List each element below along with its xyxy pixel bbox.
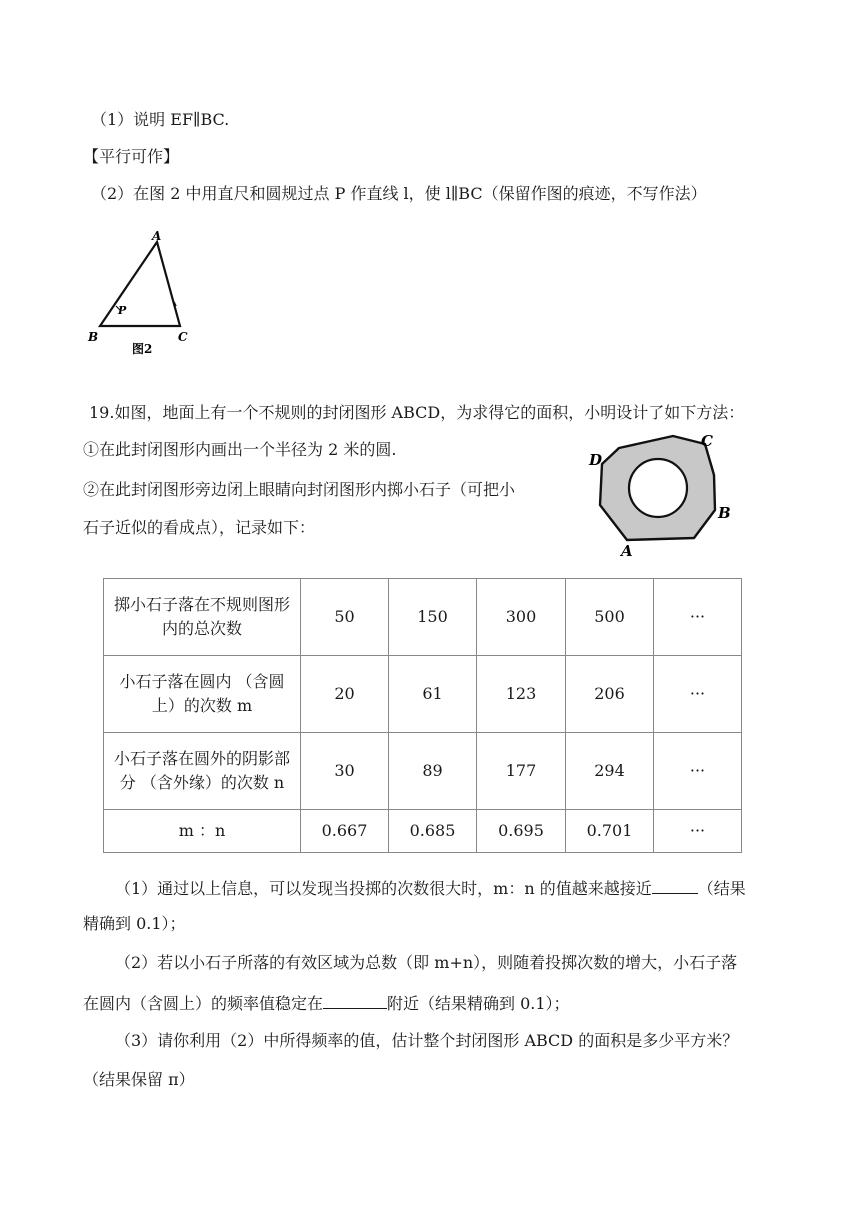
q19-label-b: B — [718, 504, 731, 522]
figure-2-triangle — [80, 226, 200, 356]
q19-sub1-line2: 精确到 0.1）； — [83, 914, 186, 933]
table-cell: 177 — [477, 733, 566, 810]
table-cell: 61 — [389, 656, 477, 733]
table-cell: 0.695 — [477, 810, 566, 853]
table-cell: 0.701 — [566, 810, 654, 853]
q19-label-c: C — [701, 432, 713, 450]
table-row — [104, 733, 742, 810]
table-cell: 206 — [566, 656, 654, 733]
row-header: 小石子落在圆外的阴影部 分 （含外缘）的次数 n — [104, 733, 301, 810]
table-cell: 123 — [477, 656, 566, 733]
table-cell: 300 — [477, 579, 566, 656]
row-header: 掷小石子落在不规则图形 内的总次数 — [104, 579, 301, 656]
q19-step1: ①在此封闭图形内画出一个半径为 2 米的圆. — [83, 440, 397, 459]
q19-step2-line1: ②在此封闭图形旁边闭上眼睛向封闭图形内掷小石子（可把小 — [83, 480, 516, 499]
fig2-label-b: B — [88, 330, 99, 344]
table-cell: 150 — [389, 579, 477, 656]
table-cell: 30 — [301, 733, 389, 810]
fig2-label-a: A — [152, 229, 162, 243]
q19-label-a: A — [621, 542, 633, 560]
row-header: 小石子落在圆内 （含圆 上）的次数 m — [104, 656, 301, 733]
fig2-caption: 图2 — [132, 342, 153, 356]
fig2-label-c: C — [178, 330, 188, 344]
answer-blank-1[interactable] — [652, 877, 698, 894]
table-cell: ··· — [654, 733, 742, 810]
q19-step2-line2: 石子近似的看成点），记录如下： — [83, 518, 316, 537]
q18-part1: （1）说明 EF∥BC. — [91, 110, 230, 129]
table-cell: ··· — [654, 810, 742, 853]
q19-sub2-line2: 在圆内（含圆上）的频率值稳定在 附近（结果精确到 0.1）； — [83, 994, 570, 1013]
table-cell: 89 — [389, 733, 477, 810]
table-row — [104, 810, 742, 853]
answer-blank-2[interactable] — [323, 992, 387, 1009]
table-cell: ··· — [654, 656, 742, 733]
table-cell: 500 — [566, 579, 654, 656]
table-cell: 0.667 — [301, 810, 389, 853]
table-cell: 0.685 — [389, 810, 477, 853]
q19-sub1-line1: （1）通过以上信息，可以发现当投掷的次数很大时，m：n 的值越来越接近 （结果 — [115, 879, 746, 898]
fig2-label-p: P — [118, 304, 127, 317]
q19-record-table — [103, 578, 742, 853]
table-row — [104, 579, 742, 656]
q19-sub3-line1: （3）请你利用（2）中所得频率的值，估计整个封闭图形 ABCD 的面积是多少平方米？ — [115, 1031, 739, 1050]
table-row — [104, 656, 742, 733]
table-cell: 20 — [301, 656, 389, 733]
table-cell: 294 — [566, 733, 654, 810]
q19-intro: 19.如图，地面上有一个不规则的封闭图形 ABCD，为求得它的面积，小明设计了如下方法： — [89, 403, 745, 422]
q19-sub2-line1: （2）若以小石子所落的有效区域为总数（即 m+n），则随着投掷次数的增大，小石子落 — [115, 953, 738, 972]
q19-label-d: D — [589, 451, 603, 469]
q19-figure-abcd — [585, 430, 745, 560]
row-header: m ：n — [104, 810, 301, 853]
q18-section-title: 【平行可作】 — [83, 147, 180, 166]
table-cell: 50 — [301, 579, 389, 656]
q19-sub3-line2: （结果保留 π） — [83, 1070, 195, 1089]
table-cell: ··· — [654, 579, 742, 656]
q18-part2: （2）在图 2 中用直尺和圆规过点 P 作直线 l，使 l∥BC（保留作图的痕迹，不写作法） — [91, 184, 707, 203]
